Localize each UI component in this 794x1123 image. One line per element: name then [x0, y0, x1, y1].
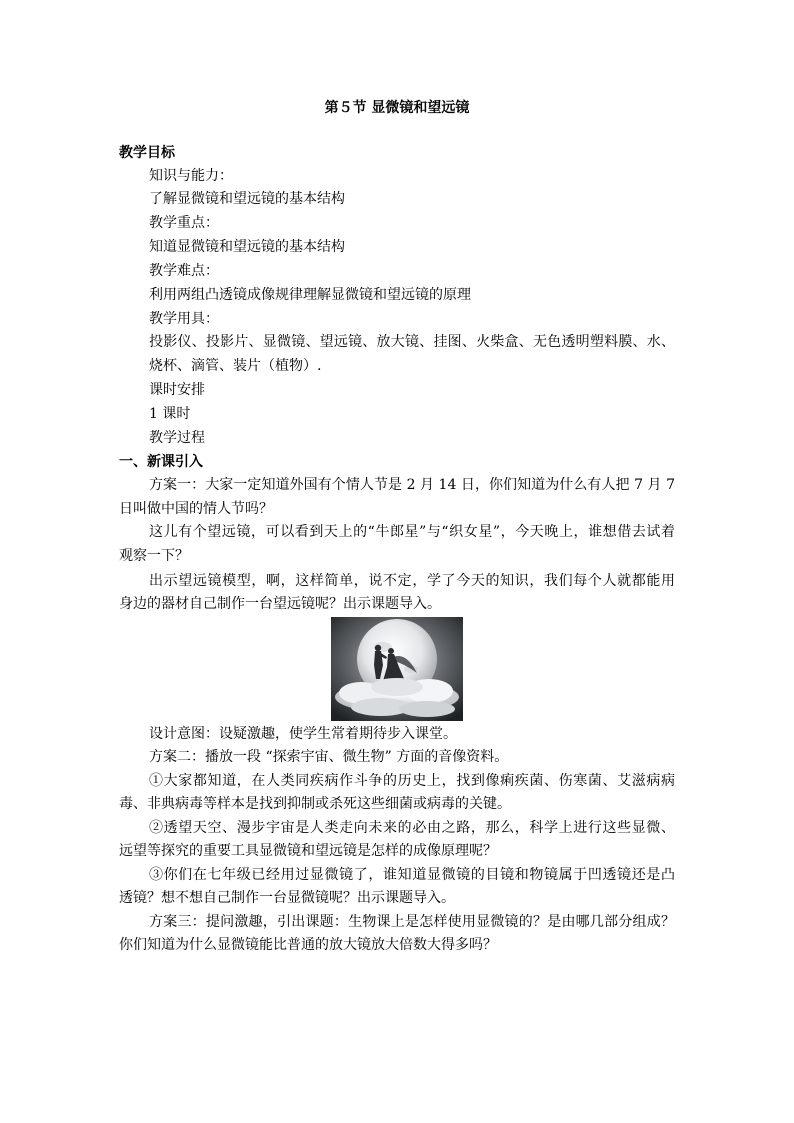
circled-3-line-1: ③你们在七年级已经用过显微镜了，谁知道显微镜的目镜和物镜属于凹透镜还是凸 [149, 867, 675, 883]
key-points-text: 知道显微镜和望远镜的基本结构 [149, 239, 345, 255]
circled-1-line-1: ①大家都知道，在人类同疾病作斗争的历史上，找到像痢疾菌、伤寒菌、艾滋病病 [149, 773, 675, 789]
difficulties-text: 利用两组凸透镜成像规律理解显微镜和望远镜的原理 [149, 287, 471, 303]
design-intent: 设计意图：设疑激趣，使学生常着期待步入课堂。 [149, 726, 457, 742]
plan3-line-2: 你们知道为什么显微镜能比普通的放大镜放大倍数大得多吗？ [119, 937, 497, 953]
circled-2-line-1: ②透望天空、漫步宇宙是人类走向未来的必由之路，那么，科学上进行这些显微、 [149, 820, 675, 836]
section-heading-intro: 一、新课引入 [119, 454, 203, 470]
objectives-heading: 教学目标 [119, 145, 175, 161]
page-title: 第５节 显微镜和望远镜 [324, 100, 470, 116]
knowledge-text: 了解显微镜和望远镜的基本结构 [149, 191, 345, 207]
plan1-line-2: 日叫做中国的情人节吗？ [119, 501, 273, 517]
moon-illustration-svg [331, 617, 463, 721]
plan1-line-1: 方案一：大家一定知道外国有个情人节是 2 月 14 日，你们知道为什么有人把 7 月 7 [149, 477, 675, 493]
schedule-label: 课时安排 [149, 382, 205, 398]
schedule-value: 1 课时 [149, 406, 191, 422]
circled-2-line-2: 远望等探究的重要工具显微镜和望远镜是怎样的成像原理呢？ [119, 843, 497, 859]
tools-line-1: 投影仪、投影片、显微镜、望远镜、放大镜、挂图、火柴盒、无色透明塑料膜、水、 [149, 334, 675, 350]
circled-3-line-2: 透镜？想不想自己制作一台显微镜呢？出示课题导入。 [119, 890, 455, 906]
knowledge-label: 知识与能力： [149, 168, 233, 184]
tools-label: 教学用具： [149, 311, 219, 327]
model-line-1: 出示望远镜模型，啊，这样简单，说不定，学了今天的知识，我们每个人就都能用 [149, 573, 675, 589]
plan3-line-1: 方案三：提问激趣，引出课题：生物课上是怎样使用显微镜的？是由哪几部分组成？ [149, 914, 675, 930]
telescope-line-1: 这儿有个望远镜，可以看到天上的“牛郎星”与“织女星”，今天晚上，谁想借去试着 [149, 524, 675, 540]
tools-line-2: 烧杯、滴管、装片（植物）. [149, 358, 322, 374]
circled-1-line-2: 毒、非典病毒等样本是找到抑制或杀死这些细菌或病毒的关键。 [119, 796, 511, 812]
key-points-label: 教学重点： [149, 215, 219, 231]
plan2-line: 方案二：播放一段 “探索宇宙、微生物” 方面的音像资料。 [149, 749, 509, 765]
process-label: 教学过程 [149, 430, 205, 446]
difficulties-label: 教学难点： [149, 263, 219, 279]
model-line-2: 身边的器材自己制作一台望远镜呢？出示课题导入。 [119, 596, 441, 612]
telescope-line-2: 观察一下？ [119, 548, 189, 564]
moon-couple-illustration [331, 617, 463, 721]
